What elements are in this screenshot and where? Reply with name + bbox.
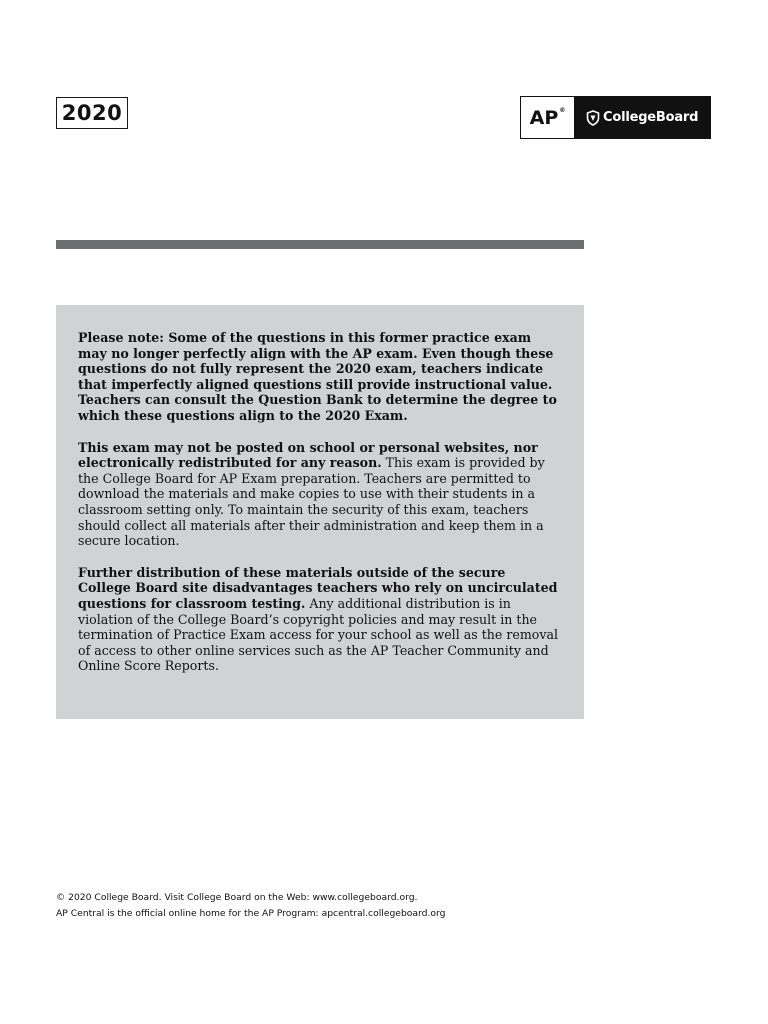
notice-paragraph-3-bold: Further distribution of these materials outside of the secure College Board site disadvantages teachers who rely on uncirculated questions for classroom testing. (78, 564, 558, 611)
ap-logo-text: AP (529, 106, 559, 129)
notice-box (56, 305, 584, 719)
notice-paragraph-2-text: This exam is provided by the College Board for AP Exam preparation. Teachers are permitted to download the materials and make copies to use with their students in a classroom setting only. To maintain the security of this exam, teachers should collect all materials after their administration and keep them in a secure location. (78, 455, 545, 549)
notice-paragraph-3-text: Any additional distribution is in violation of the College Board’s copyright policies and may result in the termination of Practice Exam access for your school as well as the removal of access to other online services such as the AP Teacher Community and Online Score Reports. (78, 595, 558, 674)
acorn-shield-icon (586, 110, 600, 126)
notice-paragraph-2-bold: This exam may not be posted on school or personal websites, nor electronically redistributed for any reason. (78, 439, 538, 471)
collegeboard-wordmark (574, 97, 710, 138)
ap-collegeboard-logo (520, 96, 711, 139)
notice-paragraph-1 (78, 330, 562, 424)
notice-paragraph-3 (78, 565, 562, 674)
footer-copyright: © 2020 College Board. Visit College Board on the Web: www.collegeboard.org. (56, 892, 418, 903)
footer (56, 890, 445, 922)
ap-logo-mark (521, 97, 574, 138)
year-label: 2020 (56, 97, 128, 129)
collegeboard-text: CollegeBoard (603, 110, 699, 125)
section-divider (56, 240, 584, 249)
registered-mark: ® (559, 107, 566, 114)
notice-paragraph-2 (78, 440, 562, 549)
notice-paragraph-1-bold: Please note: Some of the questions in this former practice exam may no longer perfectly align with the AP exam. Even though these questions do not fully represent the 2020 exam, teachers indicate that imperfectly aligned questions still provide instructional value. Teachers can consult the Question Bank to determine the degree to which these questions align to the 2020 Exam. (78, 330, 557, 423)
footer-ap-central: AP Central is the official online home for the AP Program: apcentral.collegeboard.org (56, 908, 446, 919)
